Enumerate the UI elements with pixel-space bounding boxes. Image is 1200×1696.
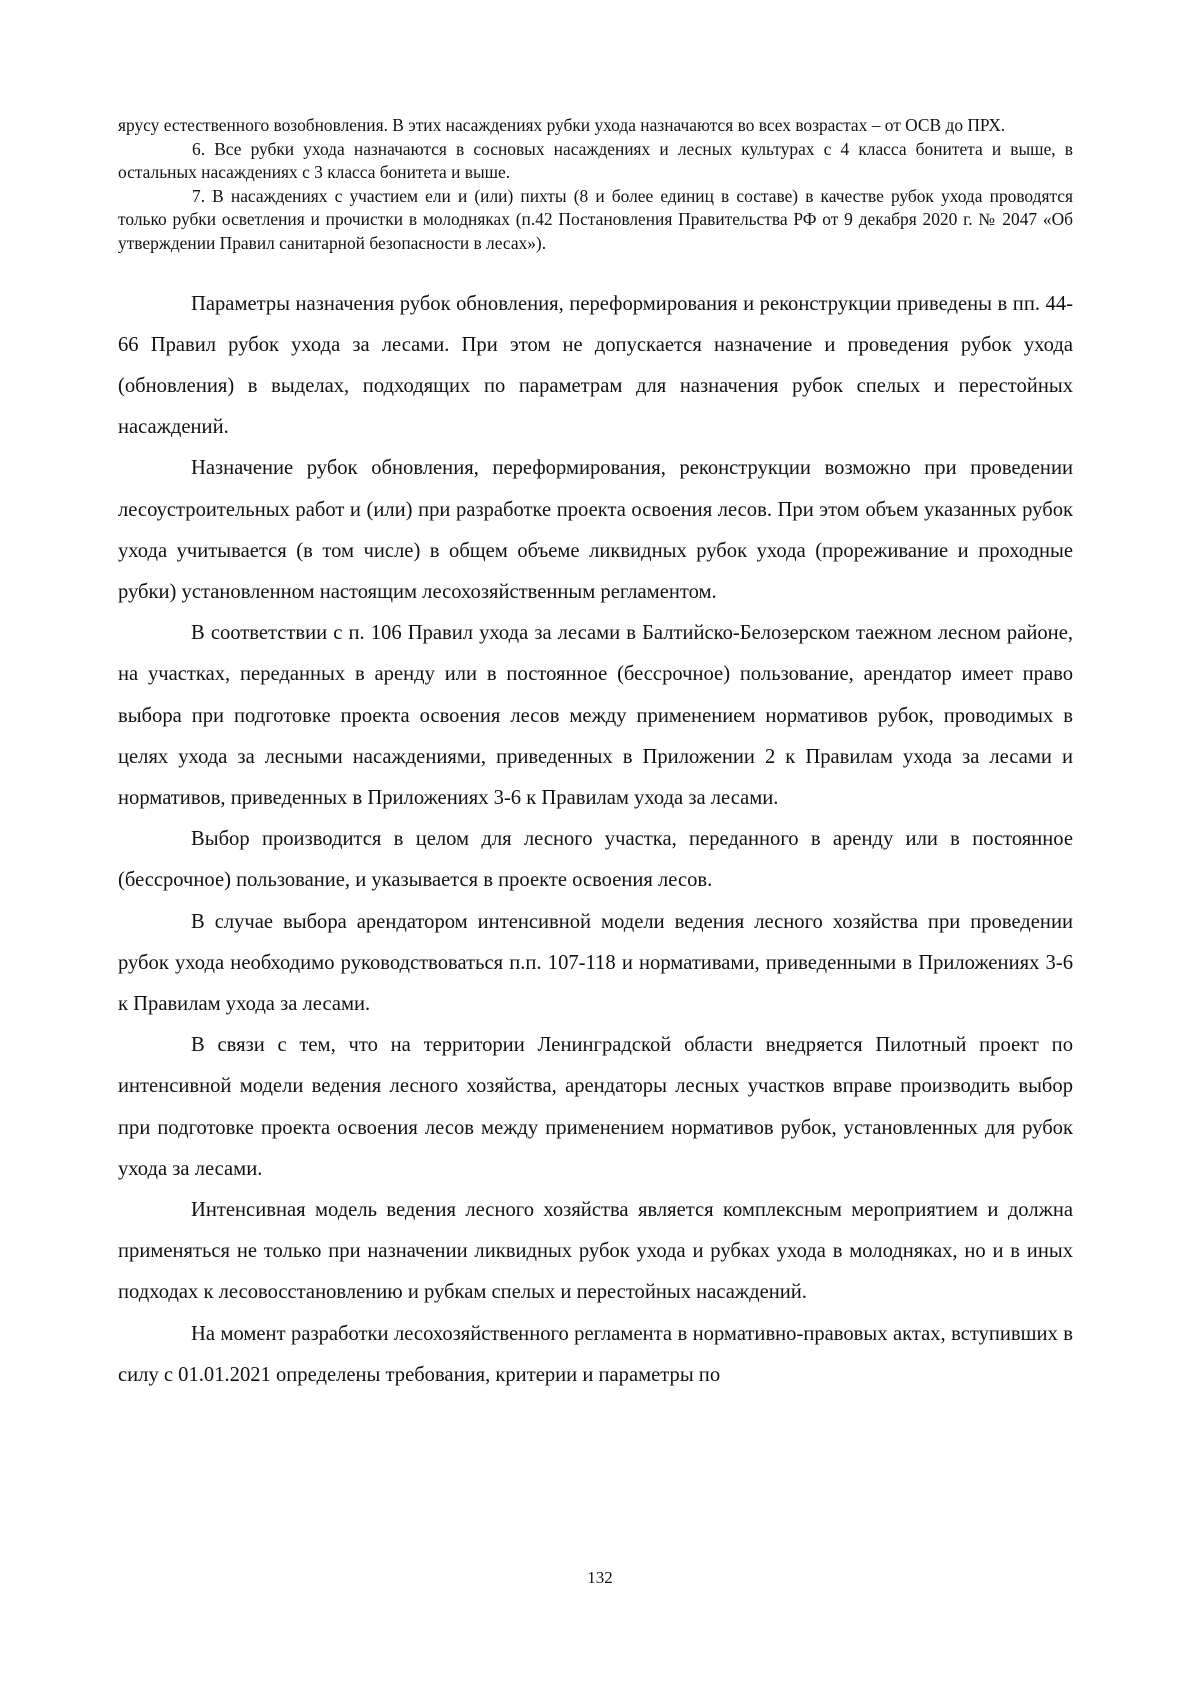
document-page: [118, 114, 1073, 1396]
paragraph: В связи с тем, что на территории Ленинградской области внедряется Пилотный проект по интенсивной модели ведения лесного хозяйства, арендаторы лесных участков вправе производить выбор при подготовке проекта освоения лесов между применением нормативов рубок, установленных для рубок ухода за лесами.: [118, 1034, 1073, 1180]
paragraph: В случае выбора арендатором интенсивной модели ведения лесного хозяйства при проведении рубок ухода необходимо руководствоваться п.п. 107-118 и нормативами, приведенными в Приложениях 3-6 к Правилам ухода за лесами.: [118, 910, 1073, 1016]
notes-block: [118, 114, 1073, 256]
note-item-7: 7. В насаждениях с участием ели и (или) пихты (8 и более единиц в составе) в качестве рубок ухода проводятся только рубки осветления и прочистки в молодняках (п.42 Постановления Правительства РФ от 9 декабря 2020 г. № 2047 «Об утверждении Правил санитарной безопасности в лесах»).: [118, 185, 1073, 253]
paragraph-last: На момент разработки лесохозяйственного регламента в нормативно-правовых актах, вступивших в силу с 01.01.2021 определены требования, критерии и параметры по: [118, 1322, 1073, 1386]
page-number: 132: [587, 1568, 613, 1587]
paragraph: Выбор производится в целом для лесного участка, переданного в аренду или в постоянное (бессрочное) пользование, и указывается в проекте освоения лесов.: [118, 828, 1073, 892]
paragraph: Параметры назначения рубок обновления, переформирования и реконструкции приведены в пп. 44-66 Правил рубок ухода за лесами. При этом не допускается назначение и проведения рубок ухода (обновления) в выделах, подходящих по параметрам для назначения рубок спелых и перестойных насаждений.: [118, 292, 1073, 439]
paragraph: Интенсивная модель ведения лесного хозяйства является комплексным мероприятием и должна применяться не только при назначении ликвидных рубок ухода и рубках ухода в молодняках, но и в иных подходах к лесовосстановлению и рубкам спелых и перестойных насаждений.: [118, 1199, 1073, 1304]
note-continuation: ярусу естественного возобновления. В этих насаждениях рубки ухода назначаются во всех возрастах – от ОСВ до ПРХ.: [118, 115, 1006, 135]
body-text: [118, 284, 1073, 1396]
paragraph: Назначение рубок обновления, переформирования, реконструкции возможно при проведении лесоустроительных работ и (или) при разработке проекта освоения лесов. При этом объем указанных рубок ухода учитывается (в том числе) в общем объеме ликвидных рубок ухода (прореживание и проходные рубки) установленном настоящим лесохозяйственным регламентом.: [118, 457, 1073, 603]
paragraph: В соответствии с п. 106 Правил ухода за лесами в Балтийско-Белозерском таежном лесном районе, на участках, переданных в аренду или в постоянное (бессрочное) пользование, арендатор имеет право выбора при подготовке проекта освоения лесов между применением нормативов рубок, проводимых в целях ухода за лесными насаждениями, приведенных в Приложении 2 к Правилам ухода за лесами и нормативов, приведенных в Приложениях 3-6 к Правилам ухода за лесами.: [118, 622, 1073, 809]
note-item-6: 6. Все рубки ухода назначаются в сосновых насаждениях и лесных культурах с 4 класса бонитета и выше, в остальных насаждениях с 3 класса бонитета и выше.: [118, 138, 1073, 183]
